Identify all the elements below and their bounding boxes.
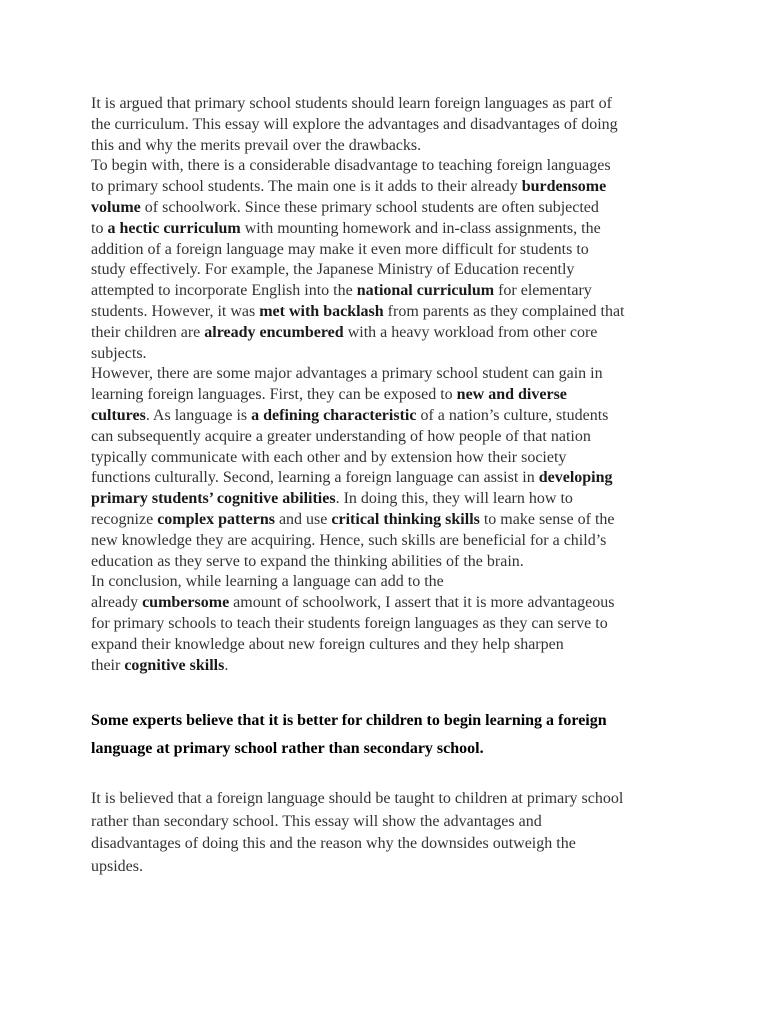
bold-phrase: cultures: [91, 406, 146, 424]
bold-phrase: volume: [91, 198, 141, 216]
essay-2-line: disadvantages of doing this and the reason why the downsides outweigh the: [91, 835, 576, 853]
essay-2-line: It is believed that a foreign language should be taught to children at primary school: [91, 790, 624, 808]
text-line: learning foreign languages. First, they can be exposed to new and diverse: [91, 386, 567, 404]
text-line: To begin with, there is a considerable disadvantage to teaching foreign languages: [91, 157, 611, 175]
essay-2-introduction: [91, 788, 691, 878]
text-line: the curriculum. This essay will explore the advantages and disadvantages of doing: [91, 115, 618, 133]
essay-1: [91, 94, 691, 676]
text-line: volume of schoolwork. Since these primary school students are often subjected: [91, 198, 599, 216]
text-line: to a hectic curriculum with mounting homework and in-class assignments, the: [91, 219, 601, 237]
bold-phrase: burdensome: [521, 178, 607, 196]
text-line: addition of a foreign language may make it even more difficult for students to: [91, 240, 589, 258]
bold-phrase: primary students’ cognitive abilities: [91, 490, 336, 508]
essay-1-disadvantages-paragraph: [91, 156, 691, 364]
text-line: typically communicate with each other and by extension how their society: [91, 448, 567, 466]
essay-2-line: rather than secondary school. This essay will show the advantages and: [91, 812, 542, 830]
bold-phrase: critical thinking skills: [331, 510, 480, 528]
essay-1-conclusion: [91, 572, 691, 676]
text-line: their children are already encumbered with a heavy workload from other core: [91, 323, 598, 341]
essay-2-line: upsides.: [91, 857, 143, 875]
text-line: already cumbersome amount of schoolwork, I assert that it is more advantageous: [91, 594, 615, 612]
text-line: attempted to incorporate English into the national curriculum for elementary: [91, 282, 592, 300]
bold-phrase: cumbersome: [142, 594, 230, 612]
essay-prompt-line-1: Some experts believe that it is better for children to begin learning a foreign: [91, 712, 607, 730]
text-line: study effectively. For example, the Japanese Ministry of Education recently: [91, 261, 575, 279]
text-line: primary students’ cognitive abilities. In doing this, they will learn how to: [91, 490, 573, 508]
text-line: However, there are some major advantages a primary school student can gain in: [91, 365, 603, 383]
text-line: In conclusion, while learning a language can add to the: [91, 573, 444, 591]
bold-phrase: met with backlash: [259, 302, 384, 320]
text-line: education as they serve to expand the thinking abilities of the brain.: [91, 552, 524, 570]
text-line: their cognitive skills.: [91, 656, 229, 674]
text-line: functions culturally. Second, learning a foreign language can assist in developing: [91, 469, 613, 487]
text-line: It is argued that primary school students should learn foreign languages as part of: [91, 95, 612, 112]
bold-phrase: a hectic curriculum: [107, 219, 241, 237]
bold-phrase: cognitive skills: [124, 656, 225, 674]
bold-phrase: a defining characteristic: [251, 406, 417, 424]
text-line: new knowledge they are acquiring. Hence, such skills are beneficial for a child’s: [91, 531, 607, 549]
text-line: for primary schools to teach their students foreign languages as they can serve to: [91, 614, 608, 632]
bold-phrase: new and diverse: [456, 386, 567, 404]
text-line: cultures. As language is a defining characteristic of a nation’s culture, students: [91, 406, 609, 424]
text-line: students. However, it was met with backlash from parents as they complained that: [91, 302, 625, 320]
text-line: this and why the merits prevail over the drawbacks.: [91, 136, 422, 154]
essay-1-advantages-paragraph: [91, 364, 691, 572]
document-page: [91, 94, 691, 878]
bold-phrase: developing: [538, 469, 613, 487]
essay-1-introduction: [91, 94, 691, 156]
text-line: can subsequently acquire a greater understanding of how people of that nation: [91, 427, 591, 445]
text-line: recognize complex patterns and use critical thinking skills to make sense of the: [91, 510, 615, 528]
text-line: subjects.: [91, 344, 147, 362]
bold-phrase: national curriculum: [356, 282, 495, 300]
essay-prompt-line-2: language at primary school rather than secondary school.: [91, 740, 484, 758]
essay-prompt-heading: [91, 707, 691, 763]
bold-phrase: complex patterns: [157, 510, 275, 528]
bold-phrase: already encumbered: [204, 323, 344, 341]
text-line: to primary school students. The main one is it adds to their already burdensome: [91, 178, 607, 196]
text-line: expand their knowledge about new foreign cultures and they help sharpen: [91, 635, 564, 653]
